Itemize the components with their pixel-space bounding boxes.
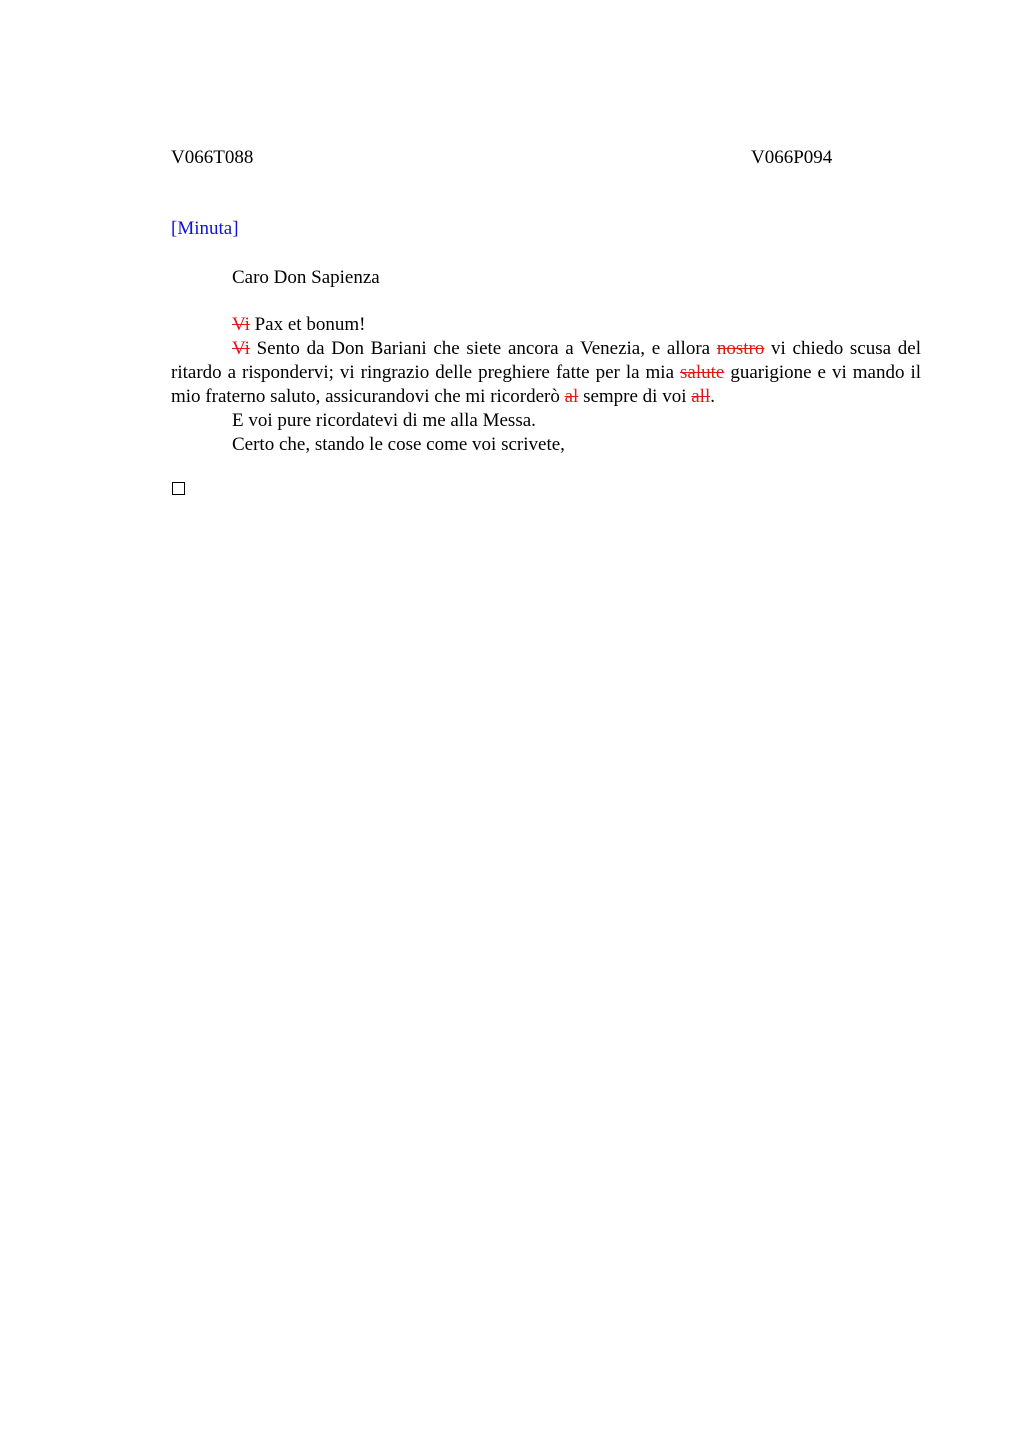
document-code-left: V066T088	[171, 147, 254, 168]
paragraph-2	[171, 337, 921, 409]
letter-body	[171, 266, 921, 457]
paragraph-text: .	[710, 386, 715, 407]
paragraph-text: Sento da Don Bariani che siete ancora a Venezia, e allora	[249, 338, 717, 359]
paragraph-text: Pax et bonum!	[249, 314, 366, 335]
paragraph-text: guarigione e vi mando il mio fraterno saluto, assicurandovi che mi ricorderò	[171, 362, 922, 407]
document-code-right: V066P094	[751, 147, 833, 168]
empty-square-icon	[172, 482, 185, 495]
paragraph-text: sempre di voi	[578, 386, 692, 407]
minuta-label: [Minuta]	[171, 218, 239, 239]
paragraph-1	[171, 313, 921, 337]
deleted-text: al	[564, 386, 579, 407]
paragraph-text: vi chiedo scusa del ritardo a rispondervi; vi ringrazio delle preghiere fatte per la mia	[171, 338, 921, 383]
deleted-text: Vi	[232, 338, 250, 359]
deleted-text: all	[691, 386, 711, 407]
deleted-text: nostro	[716, 338, 765, 359]
paragraph-3: E voi pure ricordatevi di me alla Messa.	[232, 410, 536, 431]
salutation: Caro Don Sapienza	[232, 267, 380, 288]
deleted-text: Vi	[232, 314, 250, 335]
paragraph-4: Certo che, stando le cose come voi scrivete,	[232, 434, 565, 455]
deleted-text: salute	[680, 362, 725, 383]
